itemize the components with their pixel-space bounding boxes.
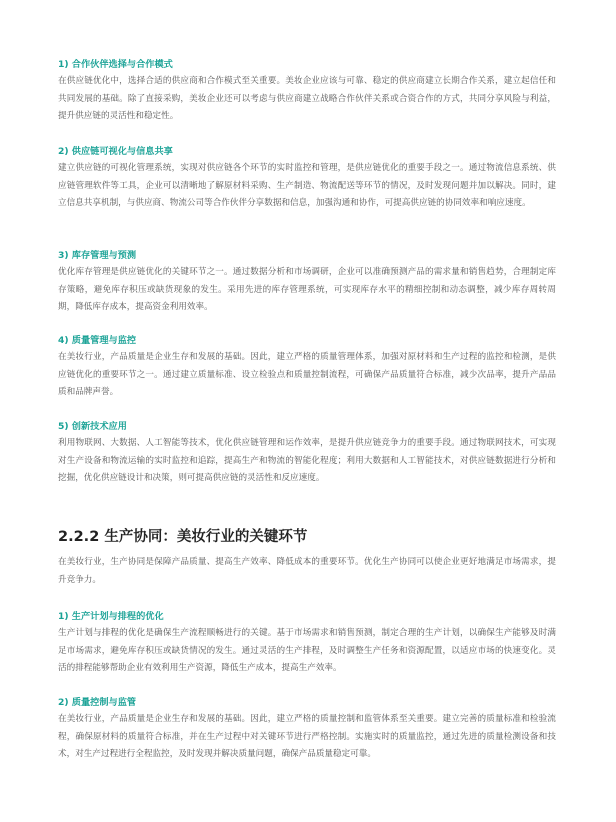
subheading-inventory-management: 3) 库存管理与预测 xyxy=(58,250,137,261)
paragraph-production-planning: 生产计划与排程的优化是确保生产流程顺畅进行的关键。基于市场需求和销售预测，制定合理的生产计划，以确保生产能够及时满足市场需求，避免库存积压或缺货情况的发生。通过灵活的生产排程，及时调整生产任务和资源配置，以适应市场的快速变化。灵活的排程能够帮助企业有效利用生产资源，降低生产成本，提高生产效率。 xyxy=(58,628,556,673)
paragraph-quality-management: 在美妆行业，产品质量是企业生存和发展的基础。因此，建立严格的质量管理体系，加强对原材料和生产过程的监控和检测，是供应链优化的重要环节之一。通过建立质量标准、设立检验点和质量控制流程，可确保产品质量符合标准，减少次品率，提升产品品质和品牌声誉。 xyxy=(58,352,556,397)
subheading-technology-innovation: 5) 创新技术应用 xyxy=(58,421,127,432)
subheading-quality-management: 4) 质量管理与监控 xyxy=(58,335,137,346)
paragraph-quality-control: 在美妆行业，产品质量是企业生存和发展的基础。因此，建立严格的质量控制和监管体系至关重要。建立完善的质量标准和检验流程，确保原材料的质量符合标准，并在生产过程中对关键环节进行严格控制。实施实时的质量监控，通过先进的质量检测设备和技术，对生产过程进行全程监控，及时发现并解决质量问题，确保产品质量稳定可靠。 xyxy=(58,714,556,759)
section-title: 2.2.2 生产协同：美妆行业的关键环节 xyxy=(58,529,308,545)
subheading-partner-selection: 1) 合作伙伴选择与合作模式 xyxy=(58,59,173,70)
subheading-quality-control: 2) 质量控制与监管 xyxy=(58,697,137,708)
subheading-production-planning: 1) 生产计划与排程的优化 xyxy=(58,611,164,622)
subheading-supply-chain-visibility: 2) 供应链可视化与信息共享 xyxy=(58,146,173,157)
paragraph-technology-innovation: 利用物联网、大数据、人工智能等技术，优化供应链管理和运作效率，是提升供应链竞争力的重要手段。通过物联网技术，可实现对生产设备和物流运输的实时监控和追踪，提高生产和物流的智能化程度；利用大数据和人工智能技术，对供应链数据进行分析和挖掘，优化供应链设计和决策，则可提高供应链的灵活性和反应速度。 xyxy=(58,438,556,483)
section-intro: 在美妆行业，生产协同是保障产品质量、提高生产效率、降低成本的重要环节。优化生产协同可以使企业更好地满足市场需求，提升竞争力。 xyxy=(58,557,556,585)
paragraph-partner-selection: 在供应链优化中，选择合适的供应商和合作模式至关重要。美妆企业应该与可靠、稳定的供应商建立长期合作关系，建立起信任和共同发展的基础。除了直接采购，美妆企业还可以考虑与供应商建立战略合作伙伴关系或合资合作的方式，共同分享风险与利益，提升供应链的灵活性和稳定性。 xyxy=(58,76,556,121)
paragraph-supply-chain-visibility: 建立供应链的可视化管理系统，实现对供应链各个环节的实时监控和管理，是供应链优化的重要手段之一。通过物流信息系统、供应链管理软件等工具，企业可以清晰地了解原材料采购、生产制造、物流配送等环节的情况，及时发现问题并加以解决。同时，建立信息共享机制，与供应商、物流公司等合作伙伴分享数据和信息，加强沟通和协作，可提高供应链的协同效率和响应速度。 xyxy=(58,163,556,208)
paragraph-inventory-management: 优化库存管理是供应链优化的关键环节之一。通过数据分析和市场调研，企业可以准确预测产品的需求量和销售趋势，合理制定库存策略，避免库存积压或缺货现象的发生。采用先进的库存管理系统，可实现库存水平的精细控制和动态调整，减少库存周转周期，降低库存成本，提高资金利用效率。 xyxy=(58,267,556,312)
